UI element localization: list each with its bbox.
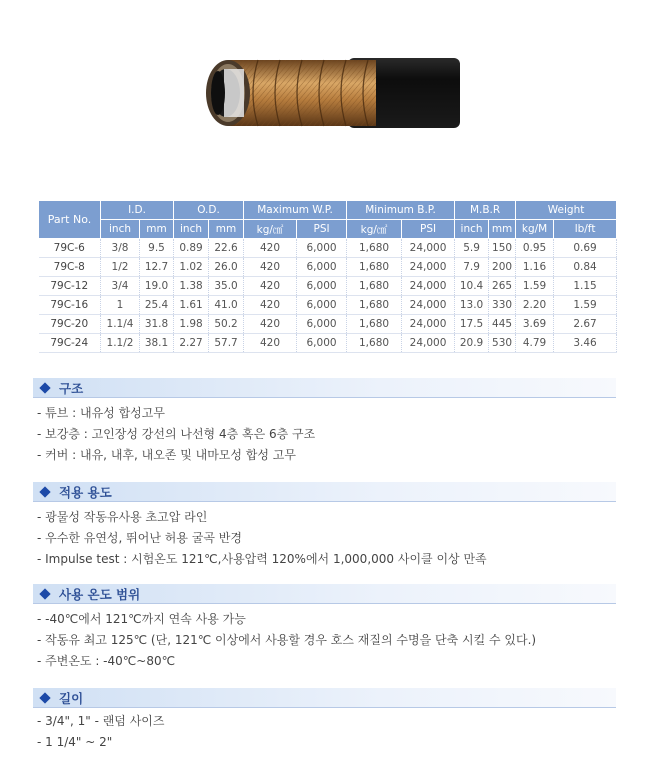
table-row xyxy=(39,258,617,277)
list-item: - 작동유 최고 125℃ (단, 121℃ 이상에서 사용할 경우 호스 재질의 수명을 단축 시킬 수 있다.) xyxy=(37,633,537,647)
table-cell: 1.02 xyxy=(174,258,209,277)
table-cell: 1,680 xyxy=(347,277,402,296)
section-application xyxy=(33,482,616,570)
sub-header: kg/㎠ xyxy=(244,220,297,239)
table-cell: 19.0 xyxy=(140,277,174,296)
table-cell: 22.6 xyxy=(209,239,244,258)
table-cell: 445 xyxy=(489,315,516,334)
table-cell: 7.9 xyxy=(455,258,489,277)
table-cell: 1/2 xyxy=(101,258,140,277)
list-item: - 커버 : 내유, 내후, 내오존 및 내마모성 합성 고무 xyxy=(37,448,296,462)
table-cell: 200 xyxy=(489,258,516,277)
sub-header: lb/ft xyxy=(554,220,617,239)
header-group-row xyxy=(39,201,617,220)
list-item: - -40℃에서 121℃까지 연속 사용 가능 xyxy=(37,612,246,626)
table-cell: 57.7 xyxy=(209,334,244,353)
part-number-cell: 79C-12 xyxy=(39,277,101,296)
table-cell: 1.98 xyxy=(174,315,209,334)
list-item: - Impulse test : 시험온도 121℃,사용압력 120%에서 1,000,000 사이클 이상 만족 xyxy=(37,552,487,566)
table-cell: 1,680 xyxy=(347,315,402,334)
table-cell: 13.0 xyxy=(455,296,489,315)
sub-header: inch xyxy=(455,220,489,239)
header-weight: Weight xyxy=(516,201,617,220)
hydraulic-hose-image xyxy=(198,52,460,132)
table-cell: 17.5 xyxy=(455,315,489,334)
table-cell: 6,000 xyxy=(297,239,347,258)
list-item: - 주변온도 : -40℃~80℃ xyxy=(37,654,176,668)
table-cell: 530 xyxy=(489,334,516,353)
table-cell: 1,680 xyxy=(347,239,402,258)
table-cell: 2.20 xyxy=(516,296,554,315)
part-number-cell: 79C-16 xyxy=(39,296,101,315)
diamond-bullet-icon xyxy=(39,382,50,393)
table-cell: 31.8 xyxy=(140,315,174,334)
table-cell: 1.59 xyxy=(554,296,617,315)
table-cell: 420 xyxy=(244,258,297,277)
hose-spec-table xyxy=(38,200,617,353)
header-sub-row xyxy=(39,220,617,239)
table-cell: 1 xyxy=(101,296,140,315)
header-max-wp: Maximum W.P. xyxy=(244,201,347,220)
section-header xyxy=(33,584,616,604)
section-title: 적용 용도 xyxy=(59,484,112,500)
table-cell: 5.9 xyxy=(455,239,489,258)
section-temperature-range xyxy=(33,584,616,672)
part-number-cell: 79C-8 xyxy=(39,258,101,277)
table-cell: 1.16 xyxy=(516,258,554,277)
header-part-no: Part No. xyxy=(39,201,101,239)
table-cell: 1,680 xyxy=(347,296,402,315)
section-title: 구조 xyxy=(59,380,84,396)
table-cell: 3.69 xyxy=(516,315,554,334)
list-item: - 광물성 작동유사용 초고압 라인 xyxy=(37,510,208,524)
sub-header: mm xyxy=(140,220,174,239)
table-cell: 6,000 xyxy=(297,296,347,315)
spec-table-body xyxy=(39,239,617,353)
part-number-cell: 79C-24 xyxy=(39,334,101,353)
table-row xyxy=(39,277,617,296)
header-od: O.D. xyxy=(174,201,244,220)
table-cell: 20.9 xyxy=(455,334,489,353)
table-row xyxy=(39,315,617,334)
table-cell: 10.4 xyxy=(455,277,489,296)
table-cell: 1,680 xyxy=(347,258,402,277)
section-length xyxy=(33,688,616,753)
table-cell: 265 xyxy=(489,277,516,296)
sub-header: mm xyxy=(209,220,244,239)
list-item: - 보강층 : 고인장성 강선의 나선형 4층 혹은 6층 구조 xyxy=(37,427,316,441)
sub-header: inch xyxy=(101,220,140,239)
table-cell: 0.69 xyxy=(554,239,617,258)
table-cell: 1.61 xyxy=(174,296,209,315)
table-cell: 150 xyxy=(489,239,516,258)
table-cell: 50.2 xyxy=(209,315,244,334)
table-cell: 1.1/4 xyxy=(101,315,140,334)
table-cell: 4.79 xyxy=(516,334,554,353)
section-header xyxy=(33,378,616,398)
section-title: 사용 온도 범위 xyxy=(59,586,141,602)
table-cell: 3.46 xyxy=(554,334,617,353)
table-cell: 420 xyxy=(244,315,297,334)
table-cell: 1.1/2 xyxy=(101,334,140,353)
table-cell: 41.0 xyxy=(209,296,244,315)
table-cell: 12.7 xyxy=(140,258,174,277)
table-cell: 1.59 xyxy=(516,277,554,296)
table-cell: 0.89 xyxy=(174,239,209,258)
section-structure xyxy=(33,378,616,466)
table-row xyxy=(39,334,617,353)
header-mbr: M.B.R xyxy=(455,201,516,220)
table-cell: 420 xyxy=(244,239,297,258)
sub-header: PSI xyxy=(402,220,455,239)
table-cell: 0.95 xyxy=(516,239,554,258)
table-cell: 38.1 xyxy=(140,334,174,353)
table-cell: 24,000 xyxy=(402,239,455,258)
table-cell: 420 xyxy=(244,296,297,315)
table-cell: 6,000 xyxy=(297,258,347,277)
table-cell: 25.4 xyxy=(140,296,174,315)
header-min-bp: Minimum B.P. xyxy=(347,201,455,220)
table-cell: 24,000 xyxy=(402,334,455,353)
list-item: - 1 1/4" ~ 2" xyxy=(37,735,113,749)
sub-header: inch xyxy=(174,220,209,239)
table-cell: 24,000 xyxy=(402,296,455,315)
table-cell: 24,000 xyxy=(402,258,455,277)
list-item: - 우수한 유연성, 뛰어난 허용 굴곡 반경 xyxy=(37,531,242,545)
sub-header: mm xyxy=(489,220,516,239)
header-id: I.D. xyxy=(101,201,174,220)
table-cell: 1,680 xyxy=(347,334,402,353)
table-cell: 420 xyxy=(244,277,297,296)
table-cell: 3/8 xyxy=(101,239,140,258)
diamond-bullet-icon xyxy=(39,588,50,599)
table-cell: 1.15 xyxy=(554,277,617,296)
table-cell: 24,000 xyxy=(402,315,455,334)
table-cell: 6,000 xyxy=(297,334,347,353)
sub-header: PSI xyxy=(297,220,347,239)
table-cell: 2.27 xyxy=(174,334,209,353)
sub-header: kg/㎠ xyxy=(347,220,402,239)
table-cell: 6,000 xyxy=(297,315,347,334)
table-cell: 0.84 xyxy=(554,258,617,277)
table-cell: 26.0 xyxy=(209,258,244,277)
table-cell: 24,000 xyxy=(402,277,455,296)
table-cell: 6,000 xyxy=(297,277,347,296)
diamond-bullet-icon xyxy=(39,692,50,703)
list-item: - 튜브 : 내유성 합성고무 xyxy=(37,406,165,420)
list-item: - 3/4", 1" - 랜덤 사이즈 xyxy=(37,714,165,728)
section-header xyxy=(33,482,616,502)
table-cell: 330 xyxy=(489,296,516,315)
table-cell: 420 xyxy=(244,334,297,353)
table-cell: 1.38 xyxy=(174,277,209,296)
table-row xyxy=(39,296,617,315)
table-cell: 9.5 xyxy=(140,239,174,258)
diamond-bullet-icon xyxy=(39,486,50,497)
table-cell: 35.0 xyxy=(209,277,244,296)
section-title: 길이 xyxy=(59,690,84,706)
section-header xyxy=(33,688,616,708)
table-cell: 3/4 xyxy=(101,277,140,296)
sub-header: kg/M xyxy=(516,220,554,239)
part-number-cell: 79C-20 xyxy=(39,315,101,334)
part-number-cell: 79C-6 xyxy=(39,239,101,258)
table-row xyxy=(39,239,617,258)
table-cell: 2.67 xyxy=(554,315,617,334)
